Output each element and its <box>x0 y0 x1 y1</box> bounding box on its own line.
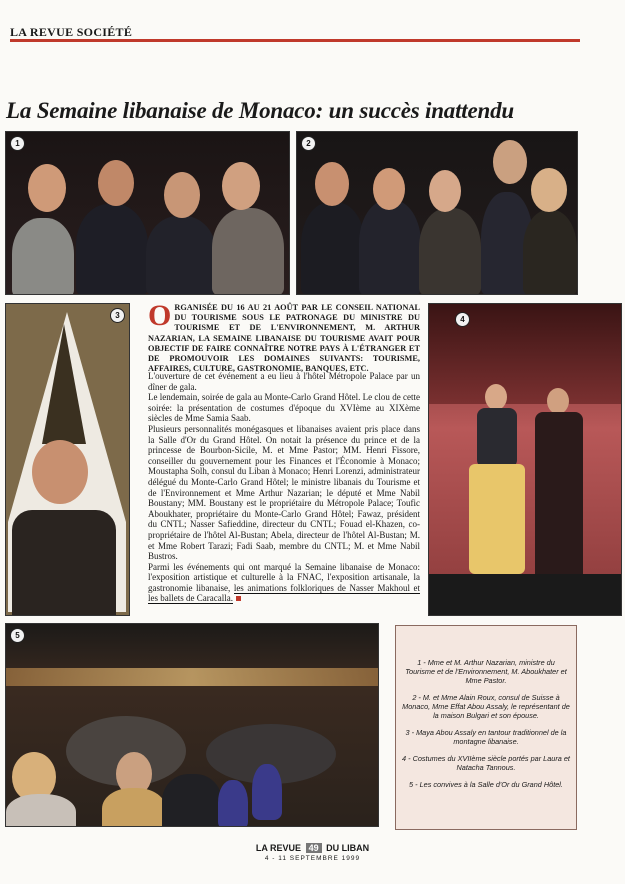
costume-skirt <box>469 464 525 574</box>
person-shape <box>212 208 284 295</box>
person-head <box>485 384 507 410</box>
person-head <box>531 168 567 212</box>
person-shape <box>477 408 517 468</box>
person-shape <box>146 216 216 295</box>
person-head <box>547 388 569 414</box>
caption-4: 4 - Costumes du XVIIème siècle portés par Laura et Natacha Tannous. <box>402 754 570 772</box>
page-number: 49 <box>306 843 322 853</box>
article-title: La Semaine libanaise de Monaco: un succès inattendu <box>6 98 514 123</box>
paragraph-text: Parmi les événements qui ont marqué la Semaine libanaise de Monaco: l'exposition artistique et culturelle à la FNAC, l'exposition artisanale, la gastronomie libanaise, <box>148 561 420 593</box>
photo-number: 1 <box>10 136 25 151</box>
article-lead <box>148 299 420 374</box>
person-head <box>493 140 527 184</box>
section-rubric: LA REVUE SOCIÉTÉ <box>10 25 133 39</box>
person-head <box>429 170 461 212</box>
hall-lights <box>6 668 378 686</box>
person-shape <box>301 202 365 295</box>
person-shape <box>162 774 222 827</box>
photo-number: 5 <box>10 628 25 643</box>
photo-5 <box>5 623 379 827</box>
paragraph: L'ouverture de cet événement a eu lieu à l'hôtel Métropole Palace par un dîner de gala. <box>148 371 420 392</box>
person-shape <box>102 788 166 827</box>
article-body <box>148 371 420 604</box>
person-head <box>98 160 134 206</box>
person-head <box>28 164 66 212</box>
person-head <box>32 440 88 504</box>
photo-4 <box>428 303 622 616</box>
page-footer <box>0 843 625 853</box>
person-shape <box>6 794 76 827</box>
issue-date: 4 - 11 SEPTEMBRE 1999 <box>264 855 361 862</box>
chair-shape <box>252 764 282 820</box>
person-shape <box>76 204 148 295</box>
lead-text: RGANISÉE DU 16 AU 21 AOÛT PAR LE CONSEIL NATIONAL DU TOURISME SOUS LE PATRONAGE DU MINISTRE DU TOURISME ET DE L'ENVIRONNEMENT, M. ARTHUR NAZARIAN, LA SEMAINE LIBANAISE DU TOURISME AVAIT POUR OBJECTIF DE FAIRE CONNAÎTRE NOTRE PAYS À L'ÉTRANGER ET DE PROMOUVOIR LES DOMAINES SUIVANTS: TOURISME, AFFAIRES, CULTURE, GASTRONOMIE, BANQUES, ETC. <box>148 303 420 374</box>
caption-1: 1 - Mme et M. Arthur Nazarian, ministre du Tourisme et de l'Environnement, M. Aboukhater et Mme Pastor. <box>405 658 567 685</box>
drop-cap: O <box>148 299 172 332</box>
photo-1 <box>5 131 290 295</box>
person-head <box>222 162 260 210</box>
photo-number: 4 <box>455 312 470 327</box>
person-shape <box>359 200 421 295</box>
chair-shape <box>218 780 248 827</box>
person-shape <box>12 510 116 616</box>
caption-5: 5 - Les convives à la Salle d'Or du Grand Hôtel. <box>409 780 563 789</box>
underlined-text: les animations folkloriques de Nasser Makhoul et les ballets de Caracalla. <box>148 582 420 604</box>
photo-number: 3 <box>110 308 125 323</box>
end-mark-icon <box>236 596 241 601</box>
photo-3 <box>5 303 130 616</box>
person-head <box>373 168 405 210</box>
rubric-divider <box>10 39 580 42</box>
caption-2: 2 - M. et Mme Alain Roux, consul de Suisse à Monaco, Mme Effat Abou Assaly, le représentant de la maison Bulgari et son épouse. <box>402 693 570 720</box>
footer-right: DU LIBAN <box>326 843 370 853</box>
caption-3: 3 - Maya Abou Assaly en tantour traditionnel de la montagne libanaise. <box>405 728 567 746</box>
person-head <box>315 162 349 206</box>
photo-number: 2 <box>301 136 316 151</box>
person-shape <box>535 412 583 582</box>
stage-floor <box>429 574 621 615</box>
photo-2 <box>296 131 578 295</box>
footer-left: LA REVUE <box>255 843 302 853</box>
person-head <box>164 172 200 218</box>
photo-captions <box>395 625 577 830</box>
paragraph: Plusieurs personnalités monégasques et libanaises avaient pris place dans la Salle d'Or du Grand Hôtel. On notait la présence du prince et de la princesse de Bourbon-Sicile, M. et Mme Pastor; MM. Henri Fissore, conseiller du gouvernement pour les Finances et l'Économie à Monaco; Moustapha Solh, consul du Liban à Monaco; Henri Lorenzi, administrateur délégué du Monte-Carlo Grand Hôtel; le ministre libanais du Tourisme et de l'Environnement et Mme Arthur Nazarian; le député et Mme Nabil Boustany; MM. Boustany est le propriétaire du Métropole Palace; Toufic Aboukhater, propriétaire du Monte-Carlo Grand Hôtel; Fawaz, président du CNTL; Nasser Safieddine, directeur du CNTL; Fouad el-Khazen, co-propriétaire de l'hôtel Al-Bustan; Abela, directeur de l'hôtel Al-Bustan; M. et Mme Robert Tarazi; Fadi Saab, membre du CNTL; M. et Mme Nabil Bustros. <box>148 423 420 562</box>
person-shape <box>523 210 577 295</box>
paragraph <box>148 562 420 604</box>
person-shape <box>419 208 481 295</box>
person-shape <box>12 218 74 295</box>
paragraph: Le lendemain, soirée de gala au Monte-Carlo Grand Hôtel. Le clou de cette soirée: la présentation de costumes d'époque du XVIème au XIXème siècles de Mme Samia Saab. <box>148 392 420 424</box>
